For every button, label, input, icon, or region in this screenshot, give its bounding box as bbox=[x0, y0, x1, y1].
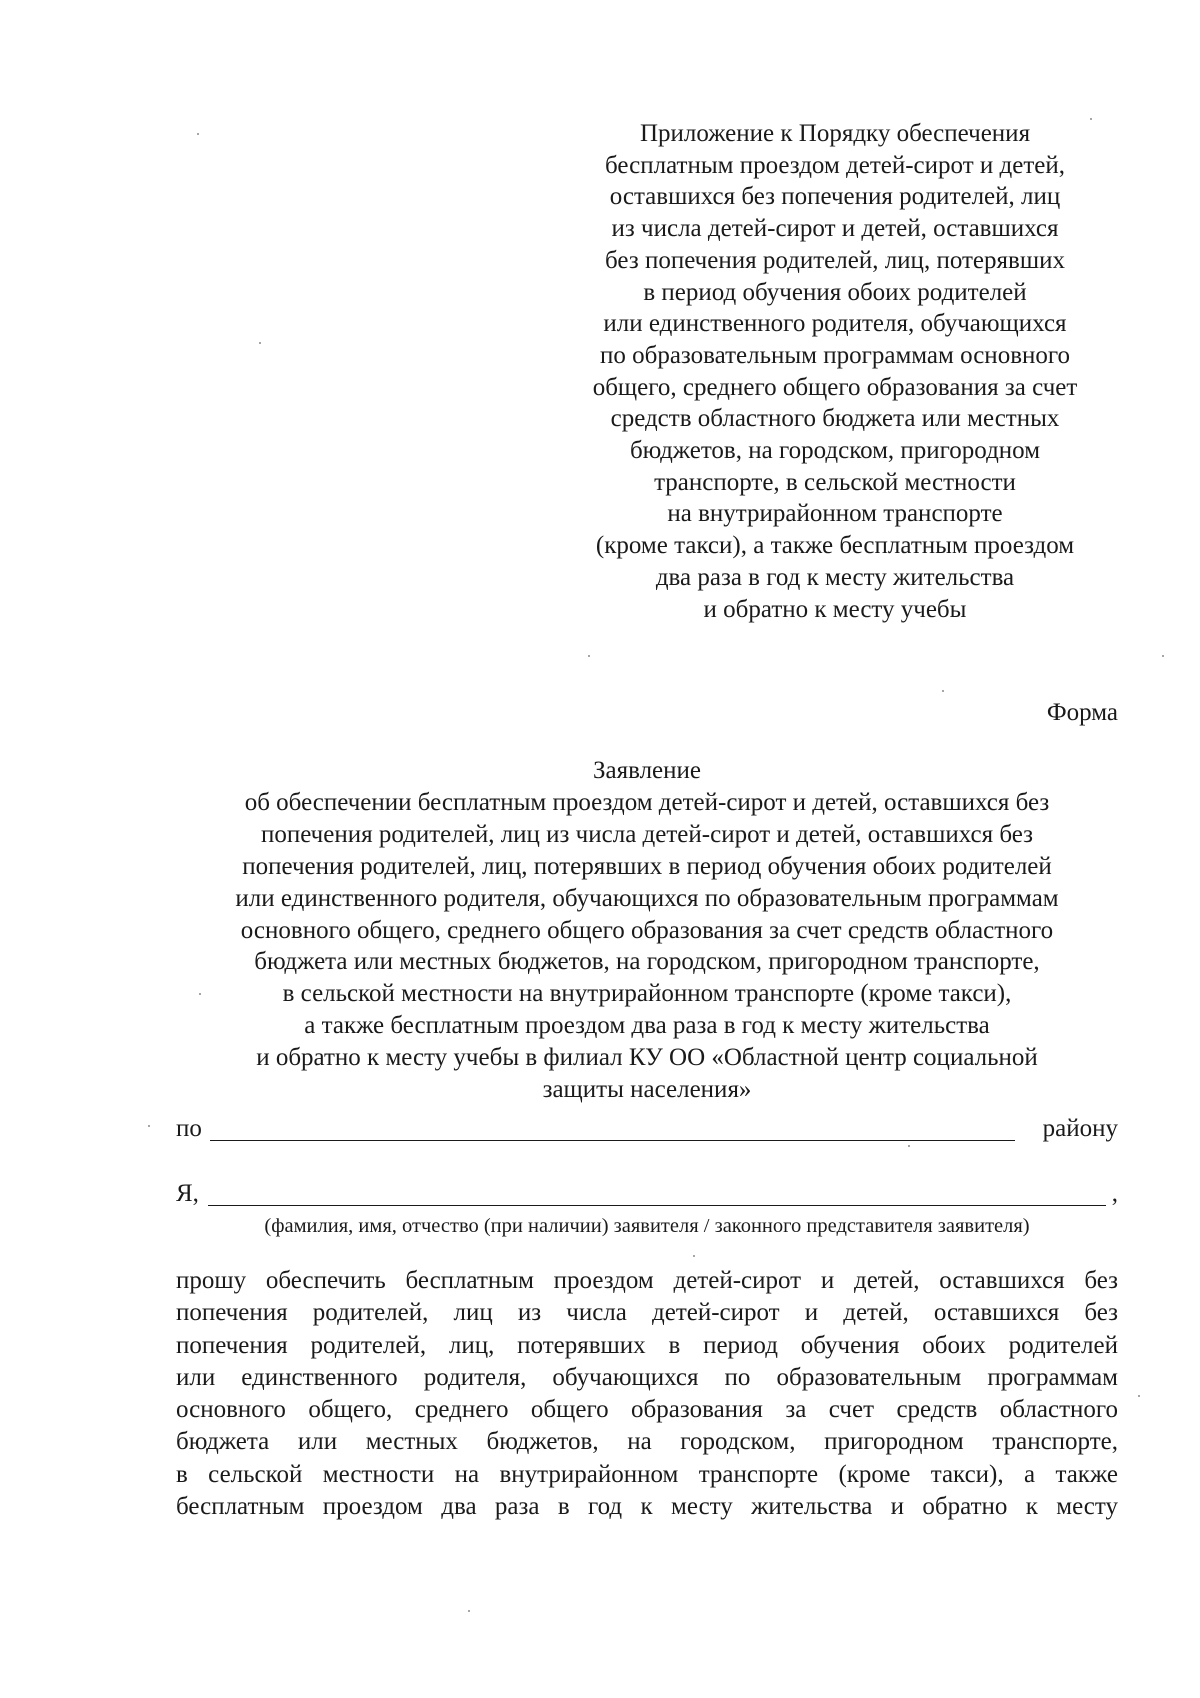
appendix-line: средств областного бюджета или местных bbox=[610, 405, 1060, 433]
title-line: попечения родителей, лиц, потерявших в период обучения обоих родителей bbox=[242, 852, 1052, 880]
appendix-line: транспорте, в сельской местности bbox=[654, 468, 1016, 496]
appendix-header bbox=[555, 118, 1115, 625]
paragraph-line: бюджета или местных бюджетов, на городском, пригородном транспорте, bbox=[176, 1428, 1118, 1456]
scan-speck bbox=[693, 1255, 695, 1257]
scan-speck bbox=[259, 342, 261, 344]
scan-speck bbox=[1162, 655, 1164, 657]
title-line: и обратно к месту учебы в филиал КУ ОО «Областной центр социальной bbox=[256, 1044, 1038, 1072]
scan-speck bbox=[148, 1125, 150, 1127]
scan-speck bbox=[942, 690, 944, 692]
appendix-line: в период обучения обоих родителей bbox=[643, 278, 1027, 306]
title-heading: Заявление bbox=[592, 757, 702, 784]
title-line: об обеспечении бесплатным проездом детей-сирот и детей, оставшихся без bbox=[244, 788, 1050, 816]
title-line: попечения родителей, лиц из числа детей-сирот и детей, оставшихся без bbox=[260, 820, 1034, 848]
paragraph-line: попечения родителей, лиц из числа детей-сирот и детей, оставшихся без bbox=[176, 1299, 1118, 1327]
appendix-line: Приложение к Порядку обеспечения bbox=[639, 120, 1031, 147]
paragraph-line: бесплатным проездом два раза в год к месту жительства и обратно к месту bbox=[176, 1493, 1118, 1521]
scan-speck bbox=[468, 1610, 470, 1612]
paragraph-line: попечения родителей, лиц, потерявших в период обучения обоих родителей bbox=[176, 1331, 1118, 1359]
applicant-blank-line[interactable] bbox=[208, 1205, 1106, 1206]
appendix-line: без попечения родителей, лиц, потерявших bbox=[605, 246, 1065, 274]
title-line: в сельской местности на внутрирайонном транспорте (кроме такси), bbox=[282, 980, 1012, 1008]
appendix-line: бесплатным проездом детей-сирот и детей, bbox=[605, 151, 1065, 179]
applicant-prefix: Я, bbox=[176, 1180, 199, 1207]
appendix-line: два раза в год к месту жительства bbox=[655, 563, 1015, 591]
paragraph-line: или единственного родителя, обучающихся по образовательным программам bbox=[176, 1363, 1118, 1391]
title-line: бюджета или местных бюджетов, на городском, пригородном транспорте, bbox=[254, 948, 1040, 976]
district-field-row bbox=[176, 1113, 1118, 1145]
district-prefix: по bbox=[176, 1115, 202, 1142]
title-line: основного общего, среднего общего образования за счет средств областного bbox=[240, 916, 1054, 944]
scan-speck bbox=[199, 993, 201, 995]
district-suffix: району bbox=[1042, 1115, 1118, 1142]
scan-speck bbox=[908, 1145, 910, 1147]
paragraph-line: основного общего, среднего общего образования за счет средств областного bbox=[176, 1396, 1118, 1424]
scan-speck bbox=[588, 655, 590, 657]
appendix-line: (кроме такси), а также бесплатным проездом bbox=[595, 532, 1075, 560]
title-line: или единственного родителя, обучающихся по образовательным программам bbox=[235, 884, 1059, 912]
appendix-line: и обратно к месту учебы bbox=[703, 595, 967, 623]
appendix-line: из числа детей-сирот и детей, оставшихся bbox=[611, 215, 1059, 243]
title-line: защиты населения» bbox=[542, 1076, 752, 1104]
district-blank-line[interactable] bbox=[210, 1140, 1015, 1141]
scan-speck bbox=[1138, 1395, 1140, 1397]
appendix-line: оставшихся без попечения родителей, лиц bbox=[609, 183, 1061, 211]
scan-speck bbox=[197, 133, 199, 135]
title-line: а также бесплатным проездом два раза в год к месту жительства bbox=[304, 1012, 990, 1040]
paragraph-line: в сельской местности на внутрирайонном транспорте (кроме такси), а также bbox=[176, 1460, 1118, 1488]
paragraph-line: прошу обеспечить бесплатным проездом детей-сирот и детей, оставшихся без bbox=[176, 1267, 1118, 1294]
applicant-suffix: , bbox=[1111, 1180, 1118, 1207]
request-paragraph bbox=[176, 1265, 1118, 1523]
form-label: Форма bbox=[1046, 699, 1118, 726]
applicant-field-caption: (фамилия, имя, отчество (при наличии) заявителя / законного представителя заявителя) bbox=[264, 1215, 1030, 1237]
appendix-line: общего, среднего общего образования за счет bbox=[592, 373, 1078, 401]
scan-speck bbox=[1090, 118, 1092, 120]
appendix-line: бюджетов, на городском, пригородном bbox=[629, 437, 1041, 465]
appendix-line: по образовательным программам основного bbox=[599, 341, 1071, 369]
appendix-line: на внутрирайонном транспорте bbox=[667, 500, 1003, 528]
application-title bbox=[176, 755, 1118, 1106]
applicant-field-row bbox=[176, 1178, 1118, 1210]
appendix-line: или единственного родителя, обучающихся bbox=[603, 310, 1067, 338]
